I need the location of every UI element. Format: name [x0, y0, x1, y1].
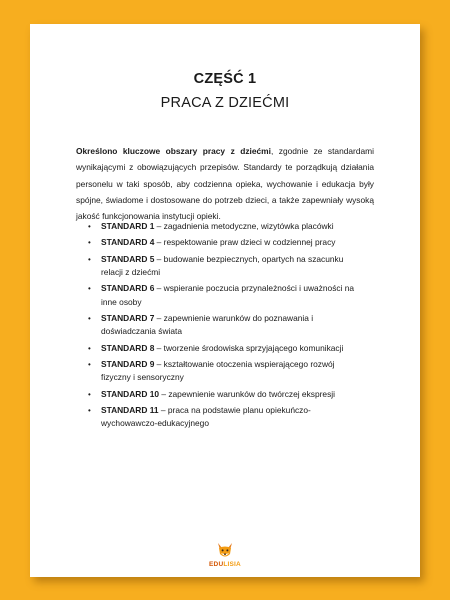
part-heading: CZĘŚĆ 1 — [193, 71, 257, 87]
standard-description: – kształtowanie otoczenia wspierającego rozwój fizyczny i sensoryczny — [101, 359, 335, 383]
list-item — [76, 253, 363, 280]
standard-description: – zapewnienie warunków do poznawania i doświadczania świata — [101, 313, 314, 337]
bullet-icon: • — [88, 254, 91, 264]
edulisia-logo — [200, 542, 250, 572]
standard-code: STANDARD 8 — [101, 342, 155, 353]
standard-description: – praca na podstawie planu opiekuńczo-wychowawczo-edukacyjnego — [101, 405, 311, 429]
standard-description: – wspieranie poczucia przynależności i uważności na inne osoby — [101, 283, 355, 307]
list-item — [76, 404, 363, 431]
standard-code: STANDARD 5 — [101, 253, 155, 264]
bullet-icon: • — [88, 406, 91, 415]
intro-bold-text: Określono kluczowe obszary pracy z dziećmi — [76, 146, 271, 156]
part-subtitle: PRACA Z DZIEĆMI — [160, 95, 290, 111]
bullet-icon: • — [88, 389, 91, 399]
standard-code: STANDARD 7 — [101, 313, 155, 323]
standard-code: STANDARD 4 — [101, 237, 155, 248]
document-page — [30, 24, 420, 577]
list-item — [76, 220, 363, 233]
standard-code: STANDARD 6 — [101, 283, 155, 294]
standard-code: STANDARD 11 — [101, 405, 159, 415]
standard-description: – tworzenie środowiska sprzyjającego komunikacji — [154, 342, 344, 353]
standards-list — [76, 220, 376, 434]
bullet-icon: • — [88, 343, 91, 353]
bullet-icon: • — [88, 314, 91, 323]
logo-text-edu: EDU — [209, 561, 224, 568]
list-item — [76, 282, 363, 309]
intro-paragraph — [76, 143, 374, 224]
standard-code: STANDARD 1 — [101, 221, 155, 231]
logo-wordmark — [200, 561, 250, 568]
fox-icon — [215, 542, 235, 560]
standard-description: – zapewnienie warunków do twórczej ekspresji — [159, 388, 335, 399]
list-item — [76, 342, 363, 355]
list-item — [76, 236, 363, 249]
list-item — [76, 312, 363, 339]
list-item — [76, 358, 363, 385]
list-item — [76, 388, 363, 401]
standard-description: – zagadnienia metodyczne, wizytówka placówki — [154, 221, 334, 231]
standard-description: – budowanie bezpiecznych, opartych na szacunku relacji z dziećmi — [101, 253, 344, 277]
bullet-icon: • — [88, 222, 91, 231]
standard-code: STANDARD 10 — [101, 388, 160, 399]
bullet-icon: • — [88, 360, 91, 369]
bullet-icon: • — [88, 238, 91, 248]
standard-code: STANDARD 9 — [101, 359, 155, 369]
intro-text: , zgodnie ze standardami wynikającymi z obowiązujących przepisów. Standardy te porządkują działania personelu w taki sposób, aby codzienna opieka, wychowanie i edukacja były spójne, świadome i dostosowane do potrzeb dzieci, a także zapewniały wysoką jakość funkcjonowania instytucji opieki. — [76, 146, 375, 222]
logo-text-lisia: LISIA — [223, 561, 241, 568]
standard-description: – respektowanie praw dzieci w codziennej pracy — [154, 237, 336, 248]
bullet-icon: • — [88, 284, 91, 294]
